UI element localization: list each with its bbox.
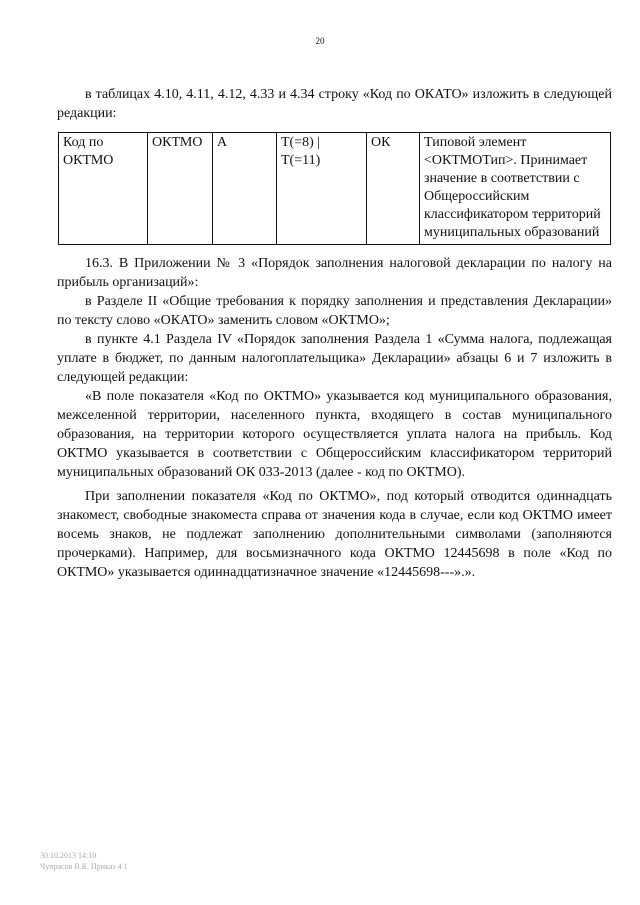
footer-date: 30.10.2013 14:10 bbox=[40, 851, 97, 860]
paragraph-quote-1: «В поле показателя «Код по ОКТМО» указывается код муниципального образования, межселенной территории, населенного пункта, входящего в состав муниципального образования, на территории которого осуществляется уплата налога на прибыль. Код ОКТМО указывается в соответствии с Общероссийским классификатором территорий муниципальных образований ОК 033-2013 (далее - код по ОКТМО). bbox=[57, 389, 612, 480]
footer-stamp bbox=[40, 850, 128, 872]
page-number: 20 bbox=[315, 36, 325, 46]
table-row bbox=[59, 133, 611, 245]
table-cell-format: T(=8) | T(=11) bbox=[277, 133, 367, 245]
table-cell-type: А bbox=[213, 133, 277, 245]
document-body bbox=[57, 85, 612, 582]
paragraph-16-3: 16.3. В Приложении № 3 «Порядок заполнения налоговой декларации по налогу на прибыль организаций»: bbox=[57, 256, 612, 290]
intro-paragraph: в таблицах 4.10, 4.11, 4.12, 4.33 и 4.34 строку «Код по ОКАТО» изложить в следующей редакции: bbox=[57, 87, 612, 121]
footer-author: Чупрасов В.К. Приказ 4 1 bbox=[40, 862, 128, 871]
paragraph-point-4-1: в пункте 4.1 Раздела IV «Порядок заполнения Раздела 1 «Сумма налога, подлежащая уплате в бюджет, по данным налогоплательщика» Декларации» абзацы 6 и 7 изложить в следующей редакции: bbox=[57, 332, 612, 385]
table-row-replacement bbox=[58, 132, 611, 245]
paragraph-quote-2: При заполнении показателя «Код по ОКТМО», под который отводится одиннадцать знакомест, свободные знакоместа справа от значения кода в случае, если код ОКТМО имеет восемь знаков, не подлежат заполнению дополнительными символами (заполняются прочерками). Например, для восьмизначного кода ОКТМО 12445698 в поле «Код по ОКТМО» указывается одиннадцатизначное значение «12445698---».». bbox=[57, 489, 612, 580]
table-cell-name: Код по ОКТМО bbox=[59, 133, 148, 245]
table-cell-description: Типовой элемент <ОКТМОТип>. Принимает значение в соответствии с Общероссийским классификатором территорий муниципальных образований bbox=[420, 133, 611, 245]
table-cell-tag: ОКТМО bbox=[148, 133, 213, 245]
paragraph-section-2: в Разделе II «Общие требования к порядку заполнения и представления Декларации» по тексту слово «ОКАТО» заменить словом «ОКТМО»; bbox=[57, 294, 612, 328]
table-cell-required: ОК bbox=[367, 133, 420, 245]
